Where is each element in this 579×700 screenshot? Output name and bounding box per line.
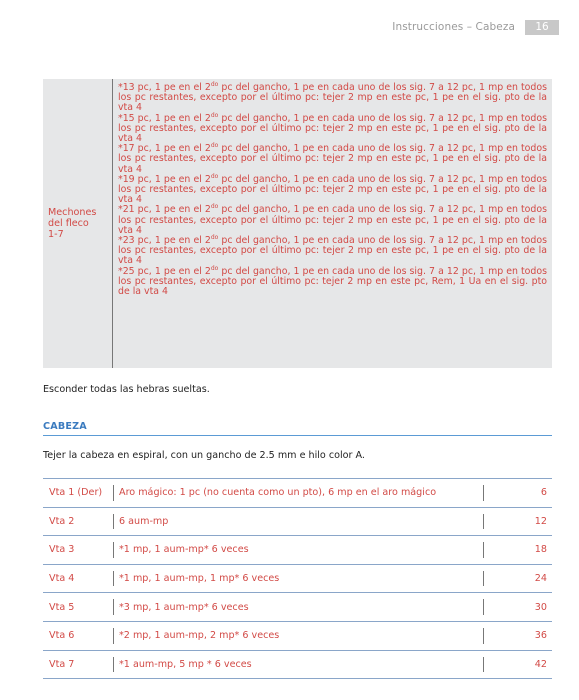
round-row bbox=[43, 565, 552, 594]
round-count: 36 bbox=[534, 630, 547, 642]
round-name: Vta 5 bbox=[49, 601, 75, 613]
round-instruction: Aro mágico: 1 pc (no cuenta como un pto), 6 mp en el aro mágico bbox=[113, 479, 483, 507]
fleco-row-lead: *19 pc, 1 pe en el 2 bbox=[118, 173, 211, 185]
fleco-row-sup: do bbox=[210, 233, 219, 241]
round-instruction: 6 aum-mp bbox=[113, 508, 483, 536]
fleco-row-tail: pc del gancho, 1 pe en cada uno de los sig. 7 a 12 pc, 1 mp en todos los pc restantes, excepto por el último pc: tejer 2 mp en este pc, 1 pe en el sig. pto de la vta 4 bbox=[118, 143, 547, 175]
round-row bbox=[43, 622, 552, 651]
round-instruction: *3 mp, 1 aum-mp* 6 veces bbox=[113, 593, 483, 621]
fleco-row-tail: pc del gancho, 1 pe en cada uno de los sig. 7 a 12 pc, 1 mp en todos los pc restantes, excepto por el último pc: tejer 2 mp en este pc, 1 pe en el sig. pto de la vta 4 bbox=[118, 204, 547, 236]
fleco-row bbox=[118, 233, 547, 267]
fleco-row-lead: *25 pc, 1 pe en el 2 bbox=[118, 265, 211, 277]
round-row bbox=[43, 508, 552, 537]
header-title: Instrucciones – Cabeza bbox=[392, 21, 515, 33]
round-instruction: *1 aum-mp, 5 mp * 6 veces bbox=[113, 651, 483, 679]
fleco-label: Mechones del fleco 1-7 bbox=[43, 79, 113, 368]
fleco-row-sup: do bbox=[210, 264, 219, 272]
section-intro: Tejer la cabeza en espiral, con un gancho de 2.5 mm e hilo color A. bbox=[43, 450, 365, 461]
round-instruction: *1 mp, 1 aum-mp* 6 veces bbox=[113, 536, 483, 564]
round-name: Vta 4 bbox=[49, 573, 75, 585]
fleco-row-tail: pc del gancho, 1 pe en cada uno de los sig. 7 a 12 pc, 1 mp en todos los pc restantes, excepto por el último pc: tejer 2 mp en este pc, 1 pe en el sig. pto de la vta 4 bbox=[118, 112, 547, 145]
round-row bbox=[43, 651, 552, 680]
round-row bbox=[43, 479, 552, 508]
round-count: 12 bbox=[534, 515, 547, 527]
round-name: Vta 6 bbox=[49, 630, 75, 642]
fleco-row-tail: pc del gancho, 1 pe en cada uno de los sig. 7 a 12 pc, 1 mp en todos los pc restantes, excepto por el último pc: tejer 2 mp en este pc, 1 pe en el sig. pto de la vta 4 bbox=[118, 235, 547, 267]
round-instruction: *1 mp, 1 aum-mp, 1 mp* 6 veces bbox=[113, 565, 483, 593]
fleco-row-sup: do bbox=[210, 80, 219, 88]
fleco-row-sup: do bbox=[210, 203, 219, 211]
round-count: 42 bbox=[534, 658, 547, 670]
round-count: 6 bbox=[540, 487, 547, 499]
round-instruction: *2 mp, 1 aum-mp, 2 mp* 6 veces bbox=[113, 622, 483, 650]
page-number: 16 bbox=[525, 20, 559, 35]
round-row bbox=[43, 536, 552, 565]
page-header bbox=[392, 19, 559, 35]
round-name: Vta 2 bbox=[49, 515, 75, 527]
fleco-row-sup: do bbox=[210, 172, 219, 180]
fleco-row-lead: *23 pc, 1 pe en el 2 bbox=[118, 235, 211, 247]
round-name: Vta 3 bbox=[49, 544, 75, 556]
fleco-row-tail: pc del gancho, 1 pe en cada uno de los sig. 7 a 12 pc, 1 mp en todos los pc restantes, excepto por el último pc: tejer 2 mp en este pc, Rem, 1 Ua en el sig. pto de la vta 4 bbox=[118, 265, 547, 298]
section-title: CABEZA bbox=[43, 421, 552, 436]
fleco-row-sup: do bbox=[210, 111, 219, 119]
fleco-row-lead: *21 pc, 1 pe en el 2 bbox=[118, 204, 211, 216]
round-count: 30 bbox=[534, 601, 547, 613]
fleco-row bbox=[118, 172, 547, 206]
fleco-row-lead: *13 pc, 1 pe en el 2 bbox=[118, 82, 211, 93]
round-count: 18 bbox=[534, 544, 547, 556]
round-name: Vta 1 (Der) bbox=[49, 487, 103, 499]
fleco-row bbox=[118, 80, 547, 114]
round-count: 24 bbox=[534, 573, 547, 585]
round-name: Vta 7 bbox=[49, 658, 75, 670]
fleco-row bbox=[118, 205, 547, 236]
rounds-table bbox=[43, 478, 552, 679]
fleco-row-tail: pc del gancho, 1 pe en cada uno de los sig. 7 a 12 pc, 1 mp en todos los pc restantes, excepto por el último pc: tejer 2 mp en este pc, 1 pe en el sig. pto de la vta 4 bbox=[118, 82, 547, 114]
round-row bbox=[43, 593, 552, 622]
fleco-row-lead: *17 pc, 1 pe en el 2 bbox=[118, 143, 211, 155]
fleco-row bbox=[118, 264, 547, 298]
note-text: Esconder todas las hebras sueltas. bbox=[43, 384, 210, 395]
fleco-row-tail: pc del gancho, 1 pe en cada uno de los sig. 7 a 12 pc, 1 mp en todos los pc restantes, excepto por el último pc: tejer 2 mp en este pc, 1 pe en el sig. pto de la vta 4 bbox=[118, 173, 547, 206]
fleco-row-sup: do bbox=[210, 142, 219, 150]
fleco-row-lead: *15 pc, 1 pe en el 2 bbox=[118, 112, 211, 124]
fleco-table bbox=[43, 79, 552, 368]
fleco-row bbox=[118, 111, 547, 145]
fleco-rows bbox=[113, 79, 552, 368]
fleco-row bbox=[118, 144, 547, 175]
